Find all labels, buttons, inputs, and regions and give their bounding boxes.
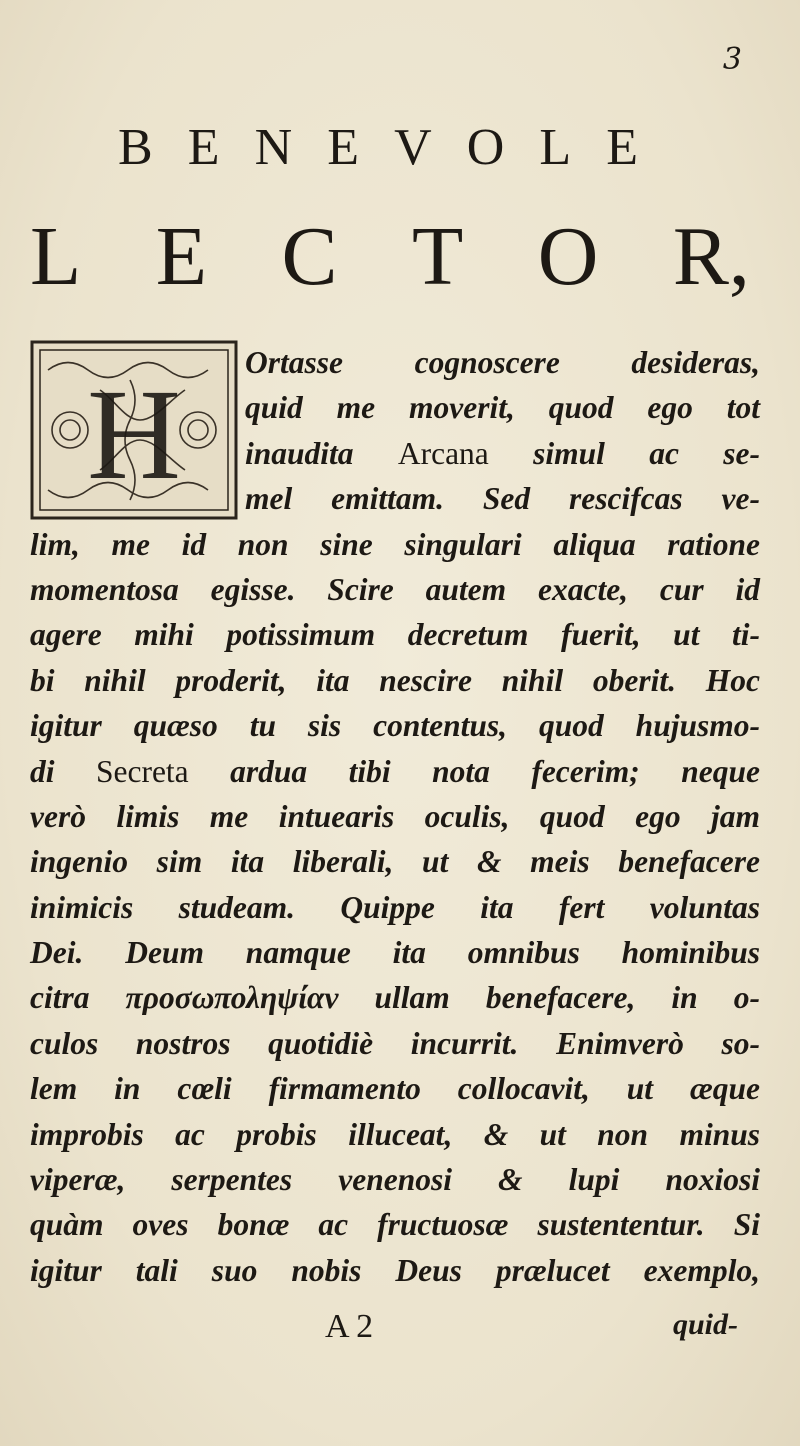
text-line	[30, 385, 760, 430]
text-run: quid me moverit, quod ego tot	[245, 390, 760, 426]
text-line	[30, 930, 760, 975]
heading-letter: V	[394, 119, 432, 176]
heading-letter: L	[539, 119, 572, 176]
heading-letter: N	[254, 119, 293, 176]
text-run: ingenio sim ita liberali, ut & meis benefacere	[30, 844, 760, 880]
text-run: verò limis me intuearis oculis, quod ego jam	[30, 798, 760, 834]
text-line	[30, 1248, 760, 1293]
text-line	[30, 1021, 760, 1066]
heading-benevole	[118, 118, 638, 177]
initial-letter: H	[87, 363, 181, 507]
text-line	[30, 612, 760, 657]
text-run: Arcana	[397, 435, 489, 471]
text-line	[30, 794, 760, 839]
text-line	[30, 658, 760, 703]
text-line	[30, 749, 760, 794]
text-line	[30, 522, 760, 567]
text-line	[30, 1112, 760, 1157]
heading-letter: E	[606, 119, 638, 176]
heading-letter: E	[155, 210, 208, 303]
text-line	[30, 1066, 760, 1111]
text-line	[30, 885, 760, 930]
catchword: quid-	[672, 1308, 738, 1341]
page-number: 3	[722, 42, 742, 77]
text-run: igitur quæso tu sis contentus, quod hujusmo-	[30, 708, 760, 744]
text-run: viperæ, serpentes venenosi & lupi noxiosi	[30, 1162, 760, 1198]
text-line	[30, 1157, 760, 1202]
text-run: Dei. Deum namque ita omnibus hominibus	[30, 935, 760, 971]
text-line	[30, 1202, 760, 1247]
heading-letter: T	[412, 210, 464, 303]
text-line	[30, 476, 760, 521]
text-run: di	[30, 753, 96, 789]
text-run: lem in cœli firmamento collocavit, ut æque	[30, 1071, 760, 1107]
heading-letter: O	[537, 210, 599, 303]
heading-letter: O	[466, 119, 505, 176]
heading-letter: B	[118, 119, 153, 176]
text-run: mel emittam. Sed rescifcas ve-	[245, 481, 760, 517]
text-run: ardua tibi nota fecerim; neque	[188, 753, 760, 789]
text-run: inaudita	[245, 435, 398, 471]
text-run: bi nihil proderit, ita nescire nihil oberit. Hoc	[30, 662, 760, 698]
text-run: simul ac se-	[488, 435, 760, 471]
text-line	[30, 839, 760, 884]
heading-letter: E	[187, 119, 220, 176]
text-run: momentosa egisse. Scire autem exacte, cur id	[30, 571, 760, 607]
text-run: Ortasse cognoscere desideras,	[245, 345, 760, 380]
text-line	[30, 431, 760, 476]
text-run: inimicis studeam. Quippe ita fert voluntas	[30, 889, 760, 925]
heading-letter: E	[327, 119, 360, 176]
text-run: citra προσωποληψίαν ullam benefacere, in o-	[30, 980, 760, 1016]
heading-letter: C	[281, 210, 338, 303]
body-text	[30, 340, 760, 1293]
text-run: igitur tali suo nobis Deus prælucet exemplo,	[30, 1252, 760, 1288]
heading-letter: L	[30, 210, 82, 303]
text-run: lim, me id non sine singulari aliqua ratione	[30, 526, 760, 562]
text-run: agere mihi potissimum decretum fuerit, ut ti-	[30, 617, 760, 653]
heading-lector	[30, 208, 750, 305]
text-line	[30, 567, 760, 612]
text-run: Secreta	[95, 753, 189, 789]
text-run: quàm oves bonæ ac fructuosæ sustententur. Si	[30, 1207, 760, 1243]
signature-mark: A 2	[325, 1308, 374, 1345]
text-run: improbis ac probis illuceat, & ut non minus	[30, 1116, 760, 1152]
text-line	[30, 703, 760, 748]
text-run: culos nostros quotidiè incurrit. Enimverò so-	[30, 1025, 760, 1061]
text-line	[30, 340, 760, 385]
heading-letter: R,	[672, 210, 750, 303]
text-line	[30, 975, 760, 1020]
